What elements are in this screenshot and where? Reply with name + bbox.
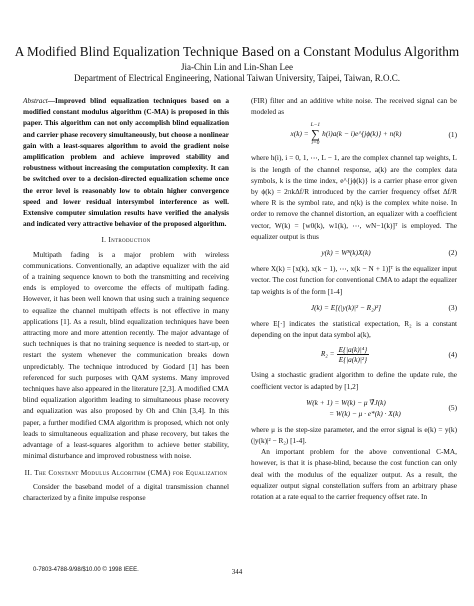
paragraph-3: where X(k) = [x(k), x(k − 1), ⋯, x(k − N + 1)]ᵀ is the equalizer input vector. The cost function for conventional CMA to adapt the equalizer tap weights is of the form [1-4] — [251, 264, 457, 296]
equation-1 — [251, 122, 457, 147]
equation-number-1: (1) — [448, 130, 457, 140]
abstract-text: —Improved blind equalization techniques based on a modified constant modulus algorithm (C-MA) is proposed in this paper. This algorithm can not only accomplish blind equalization and carrier phase recovery simultaneously, but choose a nonlinear gain with a least-squares algorithm to avoid the gradient noise amplification problem and achieve improved stability and robustness without increasing the computation complexity. It can be switched over to a decision-directed equalization scheme once the error level is reasonably low to obtain higher convergence speed and lower residual intersymbol interference as well. Extensive computer simulation results have verified the analysis and indicated very attractive behavior of the proposed algorithm. — [23, 96, 229, 229]
equation-number-2: (2) — [448, 248, 457, 258]
left-column — [23, 95, 229, 503]
paragraph-4: where E[·] indicates the statistical expectation, R₂ is a constant depending on the input data symbol a(k), — [251, 319, 457, 340]
sum-lower-limit: i=0 — [311, 140, 320, 147]
right-column — [251, 95, 457, 502]
eq5-line-1: W(k + 1) = W(k) − μ ∇̂J(k) — [306, 397, 386, 407]
fraction — [337, 345, 370, 364]
eq4-lhs: R₂ = — [320, 349, 335, 359]
page-number: 344 — [231, 568, 243, 576]
paragraph-2: where h(i), i = 0, 1, ⋯, L − 1, are the complex channel tap weights, L is the length of the channel response, a(k) are the complex data symbols, k is the time index, e^{jϕ(k)} is a carrier phase error given by ϕ(k) = 2πkΔf/R introduced by the carrier frequency offset Δf/R where R is the symbol rate, and n(k) is the complex white noise. In order to remove the channel distortion, an equalizer with a coefficient vector, W(k) = [w0(k), w1(k), ⋯, wN−1(k)]ᵀ is employed. The equalizer output is thus — [251, 153, 457, 241]
equation-number-3: (3) — [448, 302, 457, 312]
paper-affiliation: Department of Electrical Engineering, National Taiwan University, Taipei, Taiwan, R.O.C. — [74, 73, 400, 83]
abstract-label: Abstract — [23, 96, 48, 105]
paragraph-7: An important problem for the above conventional C-MA, however, is that it is phase-blind, because the cost function can only deal with the modulus of the equalizer output. As a result, the equalizer output signal constellation suffers from an arbitrary phase rotation at a rate equal to the carrier frequency offset rate. In — [251, 447, 457, 502]
section-1-text: Multipath fading is a major problem with wireless communications. Conventionally, an adaptive equalizer with the aid of a training sequence known to both the transmitting and receiving ends is employed to overcome the effects of multipath fading. However, it has been well known that using such a training sequence to equalize the channel multipath effects is not effective in many applications [1]. As a result, blind equalization techniques have been attracting more and more attention recently. The major advantage of such techniques is that no training sequence is needed to start-up, or restart the system whenever the communication breaks down unpredictably. The technique introduced by Godard [1] has been referenced for such purposes with QAM systems. Many improved techniques have also appeared in the literature [2,3]. A modified CMA blind equalization algorithm leading to simultaneous phase recovery and equalization was also proposed by Oh and Chin [3,4]. In this paper, a further modified CMA algorithm is proposed, which not only leads to simultaneous equalization and phase recovery, but takes the advantage of a least-squares algorithm to achieve better stability, minimal disturbance and improved robustness with noise. — [23, 249, 229, 461]
sigma-icon: ∑ — [311, 127, 320, 142]
eq1-rhs: h(i)a(k − i)e^{jϕ(k)} + n(k) — [322, 129, 402, 139]
paragraph-6: where μ is the step-size parameter, and the error signal is e(k) = y(k)(|y(k)|² − R₂) [1-4]. — [251, 424, 457, 446]
section-2-heading: II. The Constant Modulus Algorithm (CMA) for Equalization — [24, 467, 228, 477]
section-2-text: Consider the baseband model of a digital transmission channel characterized by a finite impulse response — [23, 481, 229, 502]
equation-5 — [251, 397, 457, 419]
equation-number-4: (4) — [448, 350, 457, 360]
paper-title: A Modified Blind Equalization Technique Based on a Constant Modulus Algorithm — [14, 44, 460, 59]
equation-4 — [251, 345, 457, 364]
section-1-heading: I. Introduction — [101, 235, 151, 245]
equation-3 — [251, 302, 457, 313]
paragraph-5: Using a stochastic gradient algorithm to define the update rule, the coefficient vector is adapted by [1,2] — [251, 370, 457, 391]
fraction-numerator: E{|a(k)|⁴} — [338, 345, 368, 355]
equation-number-5: (5) — [448, 403, 457, 413]
abstract — [23, 95, 229, 229]
equation-2 — [251, 247, 457, 258]
sum-upper-limit: L−1 — [310, 122, 321, 129]
eq2-expression: y(k) = Wᴴ(k)X(k) — [321, 248, 371, 258]
eq5-line-2: = W(k) − μ · e*(k) · X(k) — [329, 408, 401, 418]
paragraph-1: (FIR) filter and an additive white noise. The received signal can be modeled as — [251, 96, 457, 117]
eq1-lhs: x(k) = — [290, 129, 309, 139]
isbn-footer: 0-7803-4788-9/98/$10.00 © 1998 IEEE. — [33, 567, 139, 573]
eq3-expression: J(k) = E[(|y(k)|² − R₂)²] — [310, 302, 382, 312]
fraction-denominator: E{|a(k)|²} — [338, 355, 367, 365]
paper-authors: Jia-Chin Lin and Lin-Shan Lee — [181, 62, 293, 72]
sum-symbol — [311, 122, 321, 147]
